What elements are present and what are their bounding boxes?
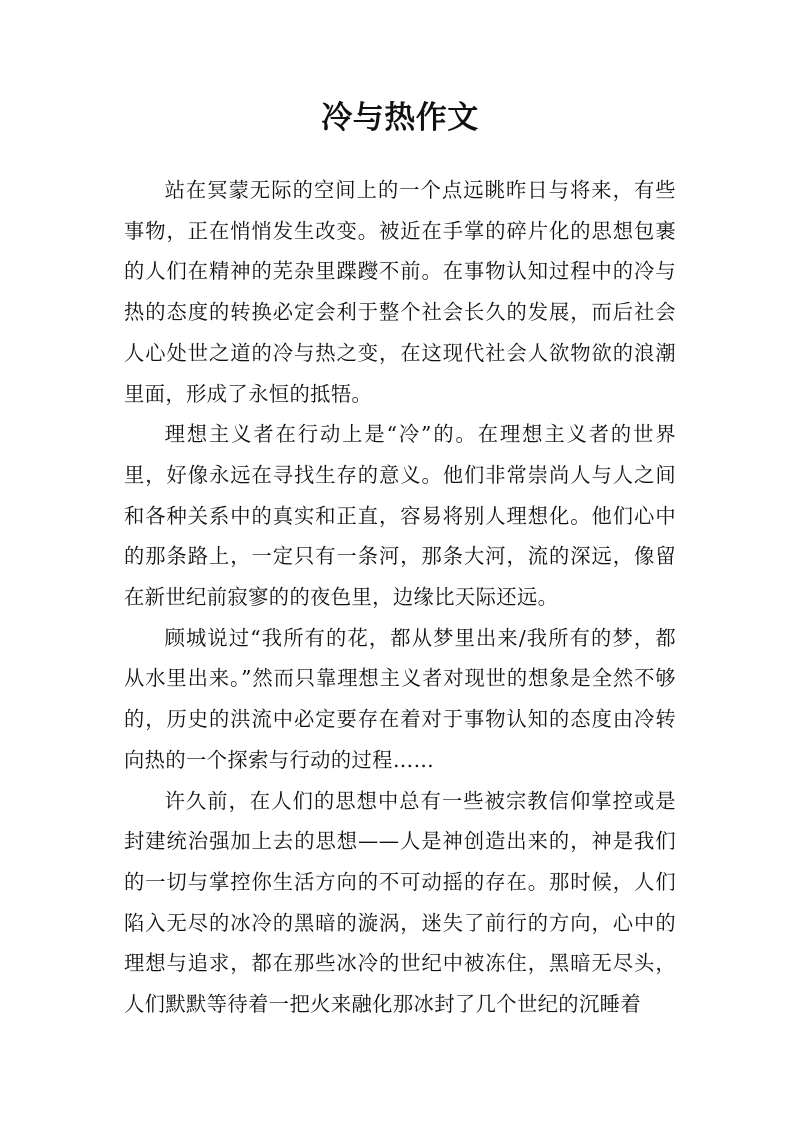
- document-title: 冷与热作文: [321, 100, 479, 136]
- paragraph-1: 站在冥蒙无际的空间上的一个点远眺昨日与将来，有些事物，正在悄悄发生改变。被近在手掌的碎片化的思想包裹的人们在精神的芜杂里蹀躞不前。在事物认知过程中的冷与热的态度的转换必定会利于整个社会长久的发展，而后社会人心处世之道的冷与热之变，在这现代社会人欲物欲的浪潮里面，形成了永恒的抵牾。: [124, 178, 676, 406]
- paragraph-3: 顾城说过“我所有的花，都从梦里出来/我所有的梦，都从水里出来。”然而只靠理想主义者对现世的想象是全然不够的，历史的洪流中必定要存在着对于事物认知的态度由冷转向热的一个探索与行动的过程……: [124, 625, 676, 772]
- paragraph-4: 许久前，在人们的思想中总有一些被宗教信仰掌控或是封建统治强加上去的思想——人是神创造出来的，神是我们的一切与掌控你生活方向的不可动摇的存在。那时候，人们陷入无尽的冰冷的黑暗的漩涡，迷失了前行的方向，心中的理想与追求，都在那些冰冷的世纪中被冻住，黑暗无尽头，人们默默等待着一把火来融化那冰封了几个世纪的沉睡着: [124, 788, 676, 1017]
- paragraph-2: 理想主义者在行动上是“冷”的。在理想主义者的世界里，好像永远在寻找生存的意义。他们非常崇尚人与人之间和各种关系中的真实和正直，容易将别人理想化。他们心中的那条路上，一定只有一条河，那条大河，流的深远，像留在新世纪前寂寥的的夜色里，边缘比天际还远。: [124, 422, 676, 610]
